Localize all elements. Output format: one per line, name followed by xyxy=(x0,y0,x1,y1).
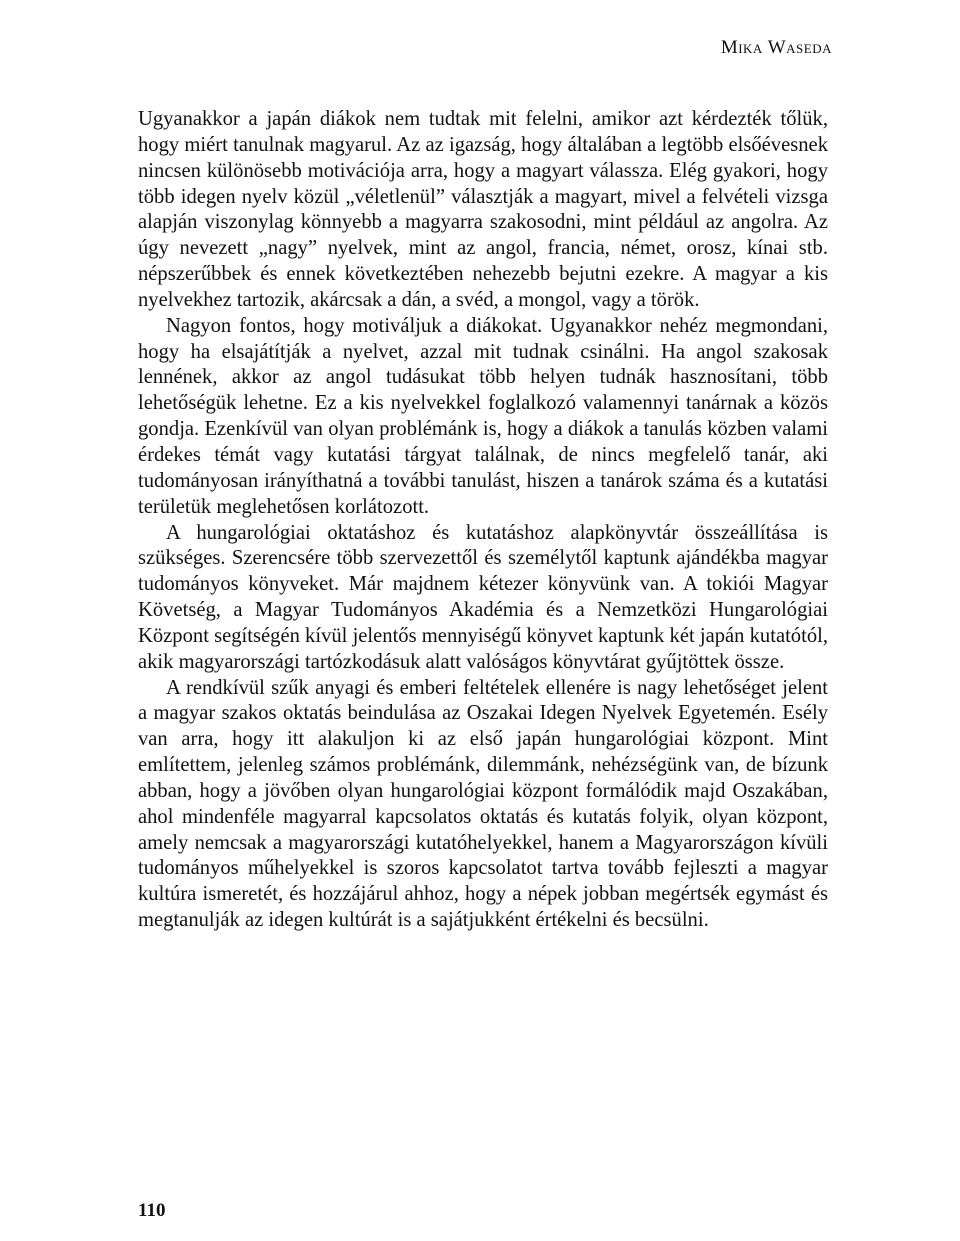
page-number: 110 xyxy=(138,1200,166,1221)
body-text xyxy=(138,107,828,934)
paragraph-1: Ugyanakkor a japán diákok nem tudtak mit felelni, amikor azt kérdezték tőlük, hogy miért tanulnak magyarul. Az az igazság, hogy általában a legtöbb elsőévesnek nincsen különösebb motivációja arra, hogy a magyart válassza. Elég gyakori, hogy több idegen nyelv közül „véletlenül” választják a magyart, mivel a felvételi vizsga alapján viszonylag könnyebb a magyarra szakosodni, mint például az angolra. Az úgy nevezett „nagy” nyelvek, mint az angol, francia, német, orosz, kínai stb. népszerűbbek és ennek következtében nehezebb bejutni ezekre. A magyar a kis nyelvekhez tartozik, akárcsak a dán, a svéd, a mongol, vagy a török. xyxy=(138,108,828,311)
paragraph-4: A rendkívül szűk anyagi és emberi feltételek ellenére is nagy lehetőséget jelent a magyar szakos oktatás beindulása az Oszakai Idegen Nyelvek Egyetemén. Esély van arra, hogy itt alakuljon ki az első japán hungarológiai központ. Mint említettem, jelenleg számos problémánk, dilemmánk, nehézségünk van, de bízunk abban, hogy a jövőben olyan hungarológiai központ formálódik majd Oszakában, ahol mindenféle magyarral kapcsolatos oktatás és kutatás folyik, olyan központ, amely nemcsak a magyarországi kutatóhelyekkel, hanem a Magyarországon kívüli tudományos műhelyekkel is szoros kapcsolatot tartva tovább fejleszti a magyar kultúra ismeretét, és hozzájárul ahhoz, hogy a népek jobban megértsék egymást és megtanulják az idegen kultúrát is a sajátjukként értékelni és becsülni. xyxy=(138,676,828,932)
paragraph-2: Nagyon fontos, hogy motiváljuk a diákokat. Ugyanakkor nehéz megmondani, hogy ha elsajátítják a nyelvet, azzal mit tudnak csinálni. Ha angol szakosak lennének, akkor az angol tudásukat több helyen tudnák hasznosítani, több lehetőségük lehetne. Ez a kis nyelvekkel foglalkozó valamennyi tanárnak a közös gondja. Ezenkívül van olyan problémánk is, hogy a diákok a tanulás közben valami érdekes témát vagy kutatási tárgyat találnak, de nincs megfelelő tanár, aki tudományosan irányíthatná a további tanulást, hiszen a tanárok száma és a kutatási területük meglehetősen korlátozott. xyxy=(138,314,828,518)
paragraph-3: A hungarológiai oktatáshoz és kutatáshoz alapkönyvtár összeállítása is szükséges. Szerencsére több szervezettől és személytől kaptunk ajándékba magyar tudományos könyveket. Már majdnem kétezer könyvünk van. A tokiói Magyar Követség, a Magyar Tudományos Akadémia és a Nemzetközi Hungarológiai Központ segítségén kívül jelentős mennyiségű könyvet kaptunk két japán kutatótól, akik magyarországi tartózkodásuk alatt valóságos könyvtárat gyűjtöttek össze. xyxy=(138,521,828,673)
running-head: Mika Waseda xyxy=(720,37,832,58)
